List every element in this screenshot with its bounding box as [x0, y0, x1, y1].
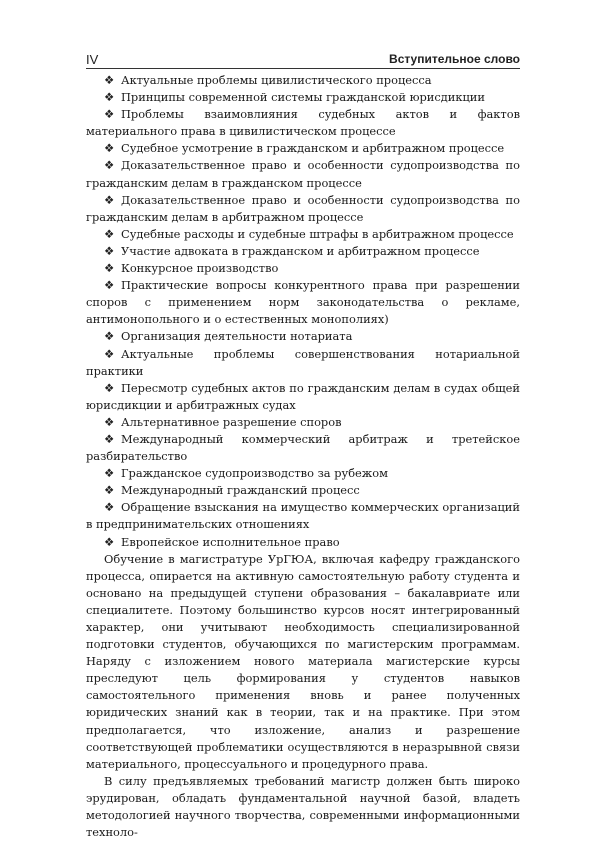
list-item-text: Пересмотр судебных актов по гражданским делам в судах общей юрисдикции и арбитражных судах [86, 380, 520, 412]
diamond-bullet-icon: ❖ [104, 500, 115, 515]
list-item [86, 72, 520, 89]
list-item-text: Практические вопросы конкурентного права при разрешении споров с применением норм законодательства о рекламе, антимонопольного и о естественных монополиях) [86, 278, 520, 327]
list-item [86, 414, 520, 431]
diamond-bullet-icon: ❖ [104, 243, 115, 258]
diamond-bullet-icon: ❖ [104, 107, 115, 122]
list-item-text: Актуальные проблемы совершенствования нотариальной практики [86, 346, 520, 378]
diamond-bullet-icon: ❖ [104, 414, 115, 429]
list-item-text: Доказательственное право и особенности судопроизводства по гражданским делам в гражданском процессе [86, 158, 520, 190]
list-item [86, 106, 520, 140]
diamond-bullet-icon: ❖ [104, 431, 115, 446]
list-item [86, 157, 520, 191]
list-item-text: Европейское исполнительное право [121, 534, 340, 549]
list-item [86, 431, 520, 465]
list-item [86, 499, 520, 533]
list-item [86, 192, 520, 226]
diamond-bullet-icon: ❖ [104, 261, 115, 276]
diamond-bullet-icon: ❖ [104, 534, 115, 549]
list-item [86, 534, 520, 551]
list-item [86, 260, 520, 277]
diamond-bullet-icon: ❖ [104, 73, 115, 87]
list-item [86, 89, 520, 106]
list-item-text: Судебное усмотрение в гражданском и арбитражном процессе [121, 141, 505, 156]
diamond-bullet-icon: ❖ [104, 226, 115, 241]
list-item-text: Организация деятельности нотариата [121, 329, 353, 344]
list-item-text: Гражданское судопроизводство за рубежом [121, 466, 388, 481]
list-item-text: Проблемы взаимовлияния судебных актов и фактов материального права в цивилистическом процессе [86, 107, 520, 139]
diamond-bullet-icon: ❖ [104, 158, 115, 173]
topics-list [86, 72, 520, 551]
page-number: IV [86, 52, 99, 67]
list-item [86, 328, 520, 345]
list-item [86, 482, 520, 499]
header-rule [86, 68, 520, 69]
page-body [86, 72, 520, 841]
list-item-text: Конкурсное производство [121, 261, 279, 276]
list-item [86, 465, 520, 482]
list-item [86, 140, 520, 157]
list-item-text: Альтернативное разрешение споров [121, 414, 342, 429]
list-item-text: Участие адвоката в гражданском и арбитражном процессе [121, 243, 480, 258]
list-item-text: Обращение взыскания на имущество коммерческих организаций в предпринимательских отношениях [86, 500, 520, 532]
running-header-title: Вступительное слово [389, 52, 520, 66]
diamond-bullet-icon: ❖ [104, 329, 115, 344]
diamond-bullet-icon: ❖ [104, 483, 115, 498]
diamond-bullet-icon: ❖ [104, 346, 115, 361]
list-item [86, 380, 520, 414]
diamond-bullet-icon: ❖ [104, 90, 115, 105]
list-item-text: Актуальные проблемы цивилистического процесса [121, 73, 432, 87]
diamond-bullet-icon: ❖ [104, 192, 115, 207]
diamond-bullet-icon: ❖ [104, 380, 115, 395]
list-item [86, 243, 520, 260]
list-item [86, 346, 520, 380]
list-item-text: Международный коммерческий арбитраж и третейское разбирательство [86, 431, 520, 464]
diamond-bullet-icon: ❖ [104, 141, 115, 156]
body-paragraph: В силу предъявляемых требований магистр должен быть широко эрудирован, обладать фундаментальной научной базой, владеть методологией научного творчества, современными информационными техноло- [86, 773, 520, 840]
body-paragraph: Обучение в магистратуре УрГЮА, включая кафедру гражданского процесса, опирается на активную самостоятельную работу студента и основано на предыдущей ступени образования – бакалавриате или специалитете. Поэтому большинство курсов носят интегрированный характер, они учитывают необходимость специализированной подготовки студентов, обучающихся по магистерским программам. Наряду с изложением нового материала магистерские курсы преследуют цель формирования у студентов навыков самостоятельного применения вновь и ранее полученных юридических знаний как в теории, так и на практике. При этом предполагается, что изложение, анализ и разрешение соответствующей проблематики осуществляются в неразрывной связи материального, процессуального и процедурного права. [86, 551, 520, 771]
list-item [86, 226, 520, 243]
list-item [86, 277, 520, 328]
diamond-bullet-icon: ❖ [104, 278, 115, 293]
list-item-text: Международный гражданский процесс [121, 483, 360, 498]
list-item-text: Доказательственное право и особенности судопроизводства по гражданским делам в арбитражном процессе [86, 192, 520, 224]
list-item-text: Принципы современной системы гражданской юрисдикции [121, 90, 485, 105]
diamond-bullet-icon: ❖ [104, 466, 115, 481]
list-item-text: Судебные расходы и судебные штрафы в арбитражном процессе [121, 226, 514, 241]
